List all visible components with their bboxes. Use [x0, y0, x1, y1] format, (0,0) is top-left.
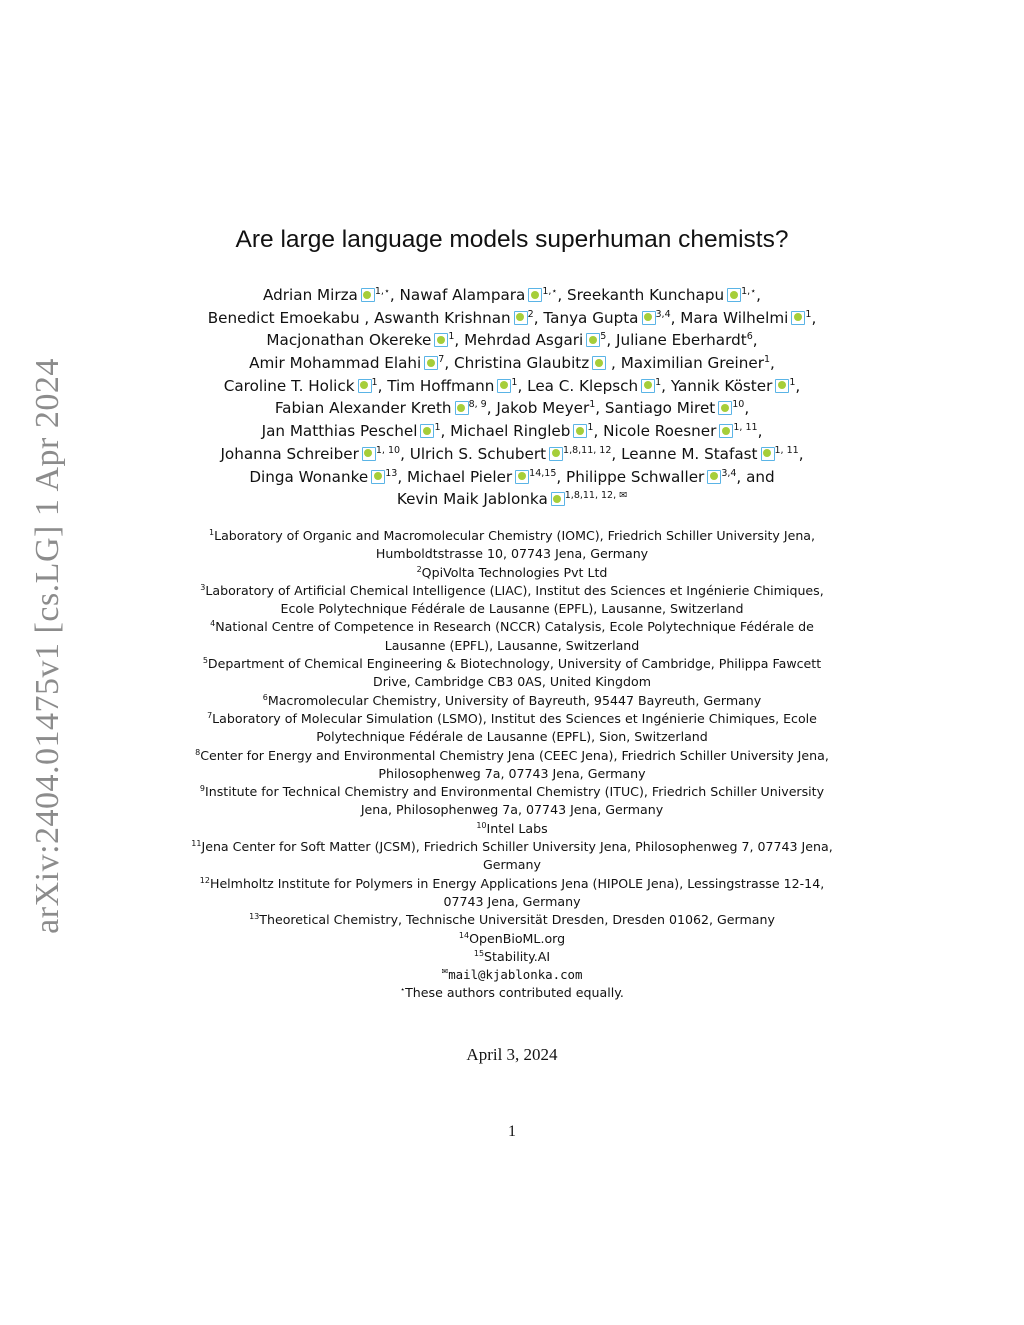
author-name: Ulrich S. Schubert — [409, 444, 547, 463]
author-entry — [566, 468, 736, 486]
author-entry — [603, 422, 757, 440]
author-affiliation-marks: 1 — [764, 354, 771, 366]
author-name: Jan Matthias Peschel — [261, 422, 418, 441]
publication-date: April 3, 2024 — [466, 1045, 558, 1064]
orcid-icon[interactable] — [551, 492, 565, 506]
orcid-icon[interactable] — [641, 379, 655, 393]
affiliation-text: Laboratory of Artificial Chemical Intelligence (LIAC), Institut des Sciences et Ingénierie Chimiques, — [205, 582, 824, 598]
author-line — [0, 397, 1024, 420]
affiliation-line — [0, 655, 1024, 673]
affiliation-line — [0, 564, 1024, 582]
author-separator: , — [752, 331, 758, 350]
affiliation-marker: ⋆ — [400, 985, 406, 995]
affiliation-marker: 5 — [202, 656, 208, 666]
author-entry — [263, 286, 390, 304]
author-separator: , — [517, 376, 528, 395]
affiliation-text: Macromolecular Chemistry, University of Bayreuth, 95447 Bayreuth, Germany — [267, 692, 762, 708]
affiliation-marker: 9 — [199, 784, 205, 794]
author-list — [0, 284, 1024, 511]
author-name: Benedict Emoekabu — [207, 308, 365, 327]
author-entry — [220, 445, 400, 463]
orcid-icon[interactable] — [775, 379, 789, 393]
author-entry — [464, 331, 606, 349]
author-line — [0, 488, 1024, 511]
author-name: Tim Hoffmann — [387, 376, 495, 395]
author-line — [0, 375, 1024, 398]
affiliation-marker: 6 — [262, 692, 268, 702]
author-affiliation-marks: 3,4 — [655, 308, 671, 320]
orcid-icon[interactable] — [434, 333, 448, 347]
affiliation-marker: 4 — [210, 619, 216, 629]
author-entry — [224, 377, 378, 395]
affiliation-line — [0, 893, 1024, 911]
affiliation-line — [0, 692, 1024, 710]
affiliation-line — [0, 673, 1024, 691]
orcid-icon[interactable] — [455, 401, 469, 415]
affiliation-line — [0, 710, 1024, 728]
author-separator: , — [811, 308, 817, 327]
author-entry — [671, 377, 796, 395]
author-name: Jakob Meyer — [496, 399, 590, 418]
author-name: Sreekanth Kunchapu — [567, 286, 725, 304]
author-entry — [567, 286, 756, 304]
orcid-icon[interactable] — [362, 447, 376, 461]
affiliation-marker: 3 — [200, 582, 206, 592]
author-affiliation-marks: 1 — [805, 308, 812, 320]
affiliation-line — [0, 783, 1024, 801]
author-affiliation-marks: 10 — [732, 399, 745, 411]
affiliation-line — [0, 618, 1024, 636]
author-affiliation-marks: 14,15 — [529, 467, 557, 479]
page-number: 1 — [508, 1123, 516, 1140]
author-entry — [208, 309, 365, 327]
orcid-icon[interactable] — [718, 401, 732, 415]
affiliation-line — [0, 582, 1024, 600]
author-affiliation-marks: 1,⋆ — [741, 286, 757, 297]
author-entry — [410, 445, 612, 463]
affiliation-text: These authors contributed equally. — [405, 985, 624, 1001]
author-name: Philippe Schwaller — [566, 467, 705, 486]
affiliation-text: Laboratory of Molecular Simulation (LSMO), Institut des Sciences et Ingénierie Chimiques, Ecole — [212, 710, 817, 726]
author-affiliation-marks: 1,8,11, 12 — [563, 444, 612, 456]
orcid-icon[interactable] — [371, 470, 385, 484]
author-separator: , — [533, 308, 544, 327]
author-entry — [400, 286, 558, 304]
contact-email[interactable]: mail@kjablonka.com — [448, 967, 583, 983]
affiliation-text: Laboratory of Organic and Macromolecular Chemistry (IOMC), Friedrich Schiller University Jena, — [214, 528, 816, 543]
orcid-icon[interactable] — [592, 356, 606, 370]
author-separator: , — [440, 422, 451, 441]
affiliation-text: National Centre of Competence in Research (NCCR) Catalysis, Ecole Polytechnique Fédérale de — [215, 619, 814, 635]
author-separator: , — [593, 422, 604, 441]
orcid-icon[interactable] — [791, 311, 805, 325]
affiliation-line — [0, 856, 1024, 874]
affiliation-text: Helmholtz Institute for Polymers in Energy Applications Jena (HIPOLE Jena), Lessingstrasse 12-14, — [209, 875, 825, 891]
affiliation-text: Jena, Philosophenweg 7a, 07743 Jena, Germany — [360, 802, 664, 818]
affiliation-text: OpenBioML.org — [469, 930, 566, 946]
affiliation-text: Theoretical Chemistry, Technische Universität Dresden, Dresden 01062, Germany — [259, 912, 775, 928]
affiliation-text: Ecole Polytechnique Fédérale de Lausanne (EPFL), Lausanne, Switzerland — [280, 601, 744, 617]
author-separator: , — [770, 354, 775, 373]
author-name: Amir Mohammad Elahi — [249, 354, 422, 373]
author-name: Yannik Köster — [670, 376, 773, 395]
author-separator: , — [364, 308, 375, 327]
affiliation-line — [0, 637, 1024, 655]
affiliation-marker: 1 — [208, 528, 215, 537]
orcid-icon[interactable] — [420, 424, 434, 438]
author-separator: , — [400, 444, 410, 463]
author-entry — [407, 468, 556, 486]
author-entry — [680, 309, 811, 327]
orcid-icon[interactable] — [515, 470, 529, 484]
author-separator: , — [606, 354, 621, 373]
author-separator: , — [377, 376, 388, 395]
affiliation-marker: 7 — [207, 710, 213, 720]
affiliation-text: QpiVolta Technologies Pvt Ltd — [421, 564, 608, 580]
affiliation-line — [0, 966, 1024, 984]
affiliation-line — [0, 984, 1024, 1002]
affiliation-line — [0, 948, 1024, 966]
orcid-icon[interactable] — [707, 470, 721, 484]
affiliation-line — [0, 747, 1024, 765]
affiliation-text: Intel Labs — [486, 820, 548, 836]
arxiv-identifier-text: arXiv:2404.01475v1 [cs.LG] 1 Apr 2024 — [29, 358, 66, 934]
author-affiliation-marks: 1, 11 — [774, 444, 799, 456]
author-name: Juliane Eberhardt — [615, 331, 747, 350]
author-affiliation-marks: 1, 11 — [733, 422, 758, 434]
author-name: Johanna Schreiber — [220, 444, 359, 463]
author-name: Macjonathan Okereke — [266, 331, 432, 350]
author-name: Mara Wilhelmi — [680, 308, 789, 327]
affiliation-line — [0, 930, 1024, 948]
author-entry — [450, 422, 593, 440]
affiliation-marker: 2 — [416, 564, 422, 574]
author-separator: , — [661, 376, 671, 395]
orcid-icon[interactable] — [573, 424, 587, 438]
affiliation-line — [0, 527, 1024, 545]
author-entry — [543, 309, 670, 327]
orcid-icon[interactable] — [497, 379, 511, 393]
affiliation-text: Drive, Cambridge CB3 0AS, United Kingdom — [373, 674, 651, 690]
affiliation-line — [0, 838, 1024, 856]
author-separator: , — [744, 399, 750, 418]
affiliation-text: Polytechnique Fédérale de Lausanne (EPFL), Sion, Switzerland — [316, 729, 708, 745]
author-separator: , — [611, 444, 622, 463]
author-affiliation-marks: 1 — [511, 376, 518, 388]
paper-title: Are large language models superhuman chemists? — [235, 226, 789, 253]
author-separator: , — [557, 286, 567, 304]
author-name: Kevin Maik Jablonka — [396, 490, 548, 509]
author-affiliation-marks: 1 — [587, 422, 594, 434]
author-entry — [266, 331, 454, 349]
orcid-icon[interactable] — [514, 311, 528, 325]
author-affiliation-marks: 1 — [434, 422, 441, 434]
author-separator: , — [595, 399, 605, 418]
author-line — [0, 307, 1024, 330]
author-separator: , — [556, 467, 567, 486]
author-name: Michael Pieler — [406, 467, 513, 486]
affiliation-marker: 8 — [195, 747, 201, 757]
author-entry — [621, 354, 770, 372]
author-name: Santiago Miret — [604, 399, 716, 418]
affiliation-line — [0, 600, 1024, 618]
affiliation-text: Jena Center for Soft Matter (JCSM), Friedrich Schiller University Jena, Philosophenweg 7, 07743 Jena, — [201, 839, 833, 855]
author-name: Adrian Mirza — [263, 286, 358, 304]
orcid-icon[interactable] — [528, 288, 542, 302]
author-entry — [616, 331, 753, 349]
author-affiliation-marks: 1 — [448, 331, 455, 343]
author-entry — [275, 399, 487, 417]
affiliation-marker: 14 — [458, 930, 470, 940]
author-separator: , and — [736, 467, 775, 486]
affiliation-marker: 11 — [191, 839, 202, 849]
author-affiliation-marks: 1 — [789, 376, 796, 388]
author-name: Maximilian Greiner — [620, 354, 764, 373]
author-line — [0, 352, 1024, 375]
author-separator: , — [397, 467, 407, 486]
orcid-icon[interactable] — [424, 356, 438, 370]
affiliation-text: Humboldtstrasse 10, 07743 Jena, Germany — [375, 546, 649, 562]
author-name: Nicole Roesner — [603, 422, 717, 441]
author-separator: , — [454, 331, 465, 350]
author-affiliation-marks: 7 — [438, 354, 445, 366]
author-name: Lea C. Klepsch — [527, 376, 639, 395]
author-entry — [527, 377, 661, 395]
author-entry — [249, 468, 397, 486]
affiliation-line — [0, 765, 1024, 783]
affiliation-line — [0, 545, 1024, 563]
affiliation-text: Center for Energy and Environmental Chemistry Jena (CEEC Jena), Friedrich Schiller University Jena, — [200, 747, 829, 763]
author-affiliation-marks: 1,8,11, 12, ✉ — [564, 490, 628, 502]
author-name: Dinga Wonanke — [249, 467, 369, 486]
author-separator: , — [444, 354, 454, 373]
affiliation-line — [0, 728, 1024, 746]
author-affiliation-marks: 1 — [589, 399, 596, 411]
affiliation-marker: 10 — [476, 820, 487, 830]
author-name: Mehrdad Asgari — [464, 331, 584, 350]
affiliation-marker: 13 — [249, 912, 260, 922]
author-separator: , — [795, 376, 801, 395]
author-name: Caroline T. Holick — [223, 376, 355, 395]
affiliation-text: Philosophenweg 7a, 07743 Jena, Germany — [378, 765, 646, 781]
author-affiliation-marks: 1 — [655, 376, 662, 388]
author-entry — [621, 445, 799, 463]
affiliation-line — [0, 875, 1024, 893]
author-entry — [262, 422, 441, 440]
orcid-icon[interactable] — [642, 311, 656, 325]
author-entry — [496, 399, 595, 417]
author-separator: , — [389, 286, 400, 304]
author-entry — [605, 399, 744, 417]
author-separator: , — [757, 422, 763, 441]
affiliation-text: Lausanne (EPFL), Lausanne, Switzerland — [384, 637, 640, 653]
author-affiliation-marks: 6 — [746, 331, 753, 343]
affiliation-line — [0, 911, 1024, 929]
author-affiliation-marks: 1, 10 — [375, 444, 401, 456]
author-separator: , — [670, 308, 681, 327]
author-name: Aswanth Krishnan — [374, 308, 511, 327]
affiliation-text: Germany — [483, 857, 541, 873]
author-entry — [249, 354, 444, 372]
orcid-icon[interactable] — [761, 447, 775, 461]
orcid-icon[interactable] — [549, 447, 563, 461]
affiliation-text: Institute for Technical Chemistry and Environmental Chemistry (ITUC), Friedrich Schiller University — [205, 784, 825, 800]
orcid-icon[interactable] — [358, 379, 372, 393]
affiliation-line — [0, 820, 1024, 838]
author-affiliation-marks: 1,⋆ — [374, 286, 390, 297]
author-line — [0, 443, 1024, 466]
author-name: Christina Glaubitz — [453, 354, 590, 373]
author-separator: , — [756, 286, 761, 304]
author-name: Tanya Gupta — [543, 308, 639, 327]
author-name: Fabian Alexander Kreth — [274, 399, 452, 418]
author-name: Michael Ringleb — [450, 422, 571, 441]
affiliation-text: Stability.AI — [484, 948, 551, 964]
author-affiliation-marks: 8, 9 — [468, 399, 487, 411]
author-affiliation-marks: 5 — [600, 331, 607, 343]
affiliation-marker: 15 — [473, 948, 485, 958]
author-line — [0, 420, 1024, 443]
author-line — [0, 466, 1024, 489]
author-affiliation-marks: 2 — [527, 308, 534, 320]
affiliation-marker: ✉ — [441, 967, 449, 977]
author-separator: , — [798, 444, 804, 463]
affiliation-list — [0, 527, 1024, 1003]
author-affiliation-marks: 13 — [385, 467, 398, 479]
author-line — [0, 329, 1024, 352]
author-affiliation-marks: 1,⋆ — [542, 286, 558, 297]
affiliation-line — [0, 801, 1024, 819]
author-separator: , — [486, 399, 497, 418]
author-entry — [397, 490, 627, 508]
author-entry — [374, 309, 534, 327]
affiliation-marker: 12 — [199, 875, 210, 885]
orcid-icon[interactable] — [361, 288, 375, 302]
author-entry — [387, 377, 517, 395]
author-entry — [454, 354, 606, 372]
author-name: Nawaf Alampara — [399, 286, 526, 304]
author-affiliation-marks: 3,4 — [721, 467, 737, 479]
affiliation-text: 07743 Jena, Germany — [443, 893, 581, 909]
affiliation-text: Department of Chemical Engineering & Biotechnology, University of Cambridge, Philippa Fawcett — [207, 656, 822, 672]
author-line — [0, 284, 1024, 307]
orcid-icon[interactable] — [727, 288, 741, 302]
author-affiliation-marks: 1 — [371, 376, 378, 388]
orcid-icon[interactable] — [586, 333, 600, 347]
author-separator: , — [606, 331, 616, 350]
author-name: Leanne M. Stafast — [621, 444, 758, 463]
orcid-icon[interactable] — [719, 424, 733, 438]
